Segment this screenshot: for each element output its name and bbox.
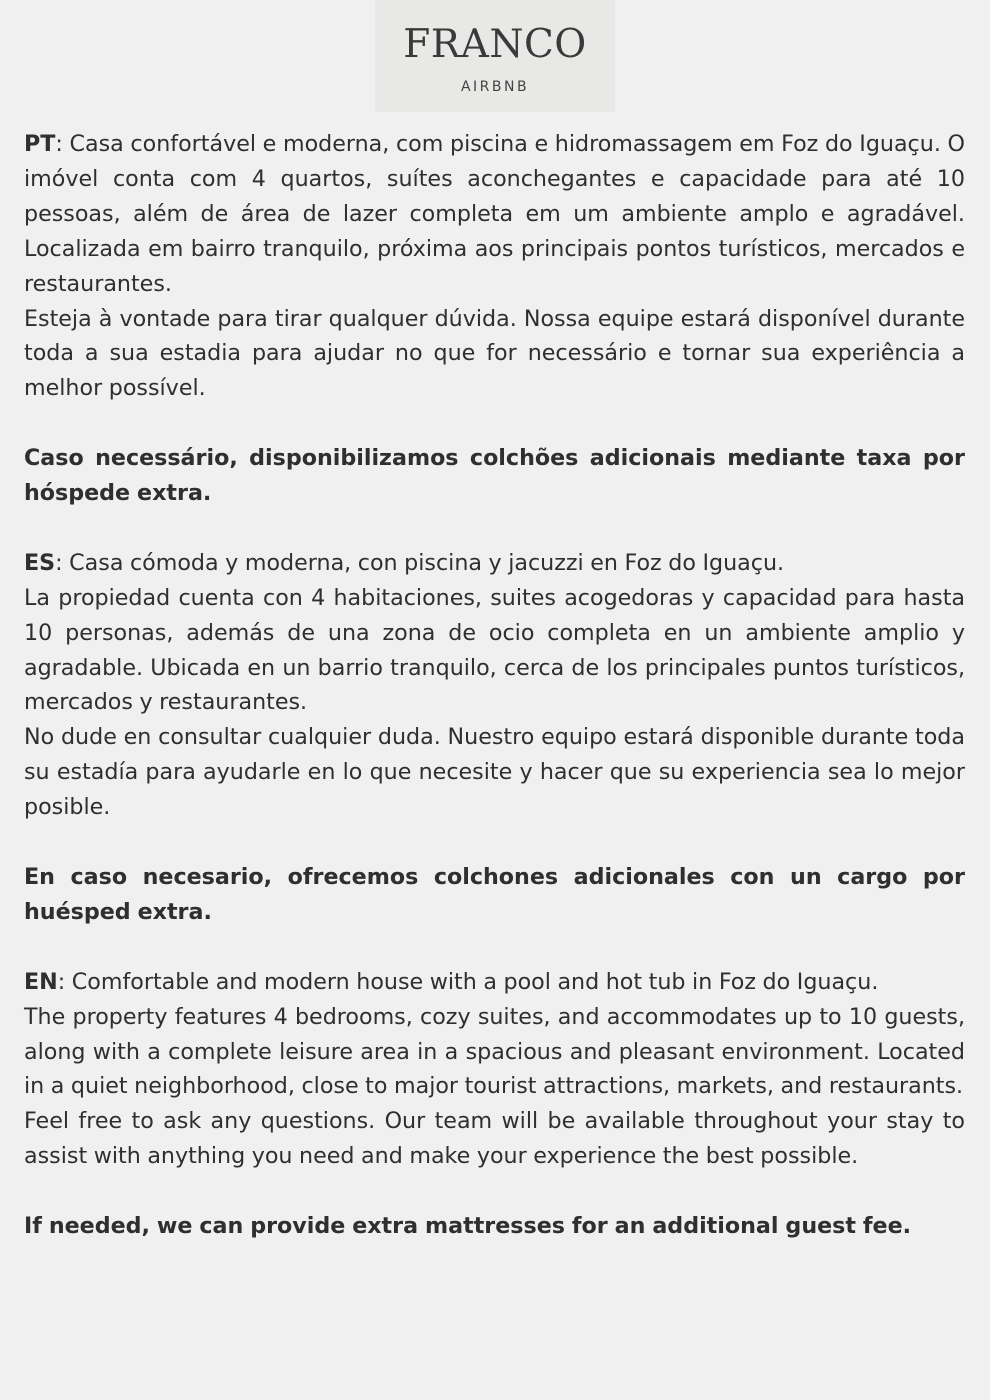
pt-intro (24, 127, 965, 302)
pt-sep: : (55, 131, 70, 157)
es-contact: No dude en consultar cualquier duda. Nuestro equipo estará disponible durante toda su estadía para ayudarle en lo que necesite y hacer que su experiencia sea lo mejor posible. (24, 724, 965, 821)
logo (375, 0, 615, 112)
es-intro (24, 546, 965, 581)
spacer (24, 930, 965, 965)
pt-intro-text: Casa confortável e moderna, com piscina e hidromassagem em Foz do Iguaçu. O imóvel conta com 4 quartos, suítes aconchegantes e capacidade para até 10 pessoas, além de área de lazer completa em um ambiente amplo e agradável. Localizada em bairro tranquilo, próxima aos principais pontos turísticos, mercados e restaurantes. (24, 131, 965, 297)
spacer (24, 825, 965, 860)
en-contact: Feel free to ask any questions. Our team will be available throughout your stay to assist with anything you need and make your experience the best possible. (24, 1108, 965, 1170)
pt-lang-label: PT (24, 131, 56, 157)
es-sep: : (55, 549, 70, 576)
en-note: If needed, we can provide extra mattresses for an additional guest fee. (24, 1213, 912, 1240)
logo-subtitle: AIRBNB (460, 79, 530, 95)
pt-note: Caso necessário, disponibilizamos colchões adicionais mediante taxa por hóspede extra. (24, 445, 965, 507)
en-intro (24, 965, 965, 1000)
es-note: En caso necesario, ofrecemos colchones adicionales con un cargo por huésped extra. (24, 863, 965, 925)
spacer (24, 406, 965, 441)
logo-name: FRANCO (403, 22, 587, 67)
es-lang-label: ES (24, 549, 56, 576)
description-body (24, 127, 965, 1244)
es-intro-text: Casa cómoda y moderna, con piscina y jacuzzi en Foz do Iguaçu. (69, 549, 785, 576)
spacer (24, 511, 965, 546)
es-details: La propiedad cuenta con 4 habitaciones, suites acogedoras y capacidad para hasta 10 personas, además de una zona de ocio completa en un ambiente amplio y agradable. Ubicada en un barrio tranquilo, cerca de los principales puntos turísticos, mercados y restaurantes. (24, 584, 965, 716)
en-intro-text: Comfortable and modern house with a pool and hot tub in Foz do Iguaçu. (71, 968, 879, 995)
en-details: The property features 4 bedrooms, cozy suites, and accommodates up to 10 guests, along with a complete leisure area in a spacious and pleasant environment. Located in a quiet neighborhood, close to major tourist attractions, markets, and restaurants. (24, 1003, 965, 1100)
spacer (24, 1174, 965, 1209)
en-lang-label: EN (24, 968, 58, 995)
pt-contact: Esteja à vontade para tirar qualquer dúvida. Nossa equipe estará disponível durante toda a sua estadia para ajudar no que for necessário e tornar sua experiência a melhor possível. (24, 305, 965, 402)
en-sep: : (57, 968, 72, 995)
